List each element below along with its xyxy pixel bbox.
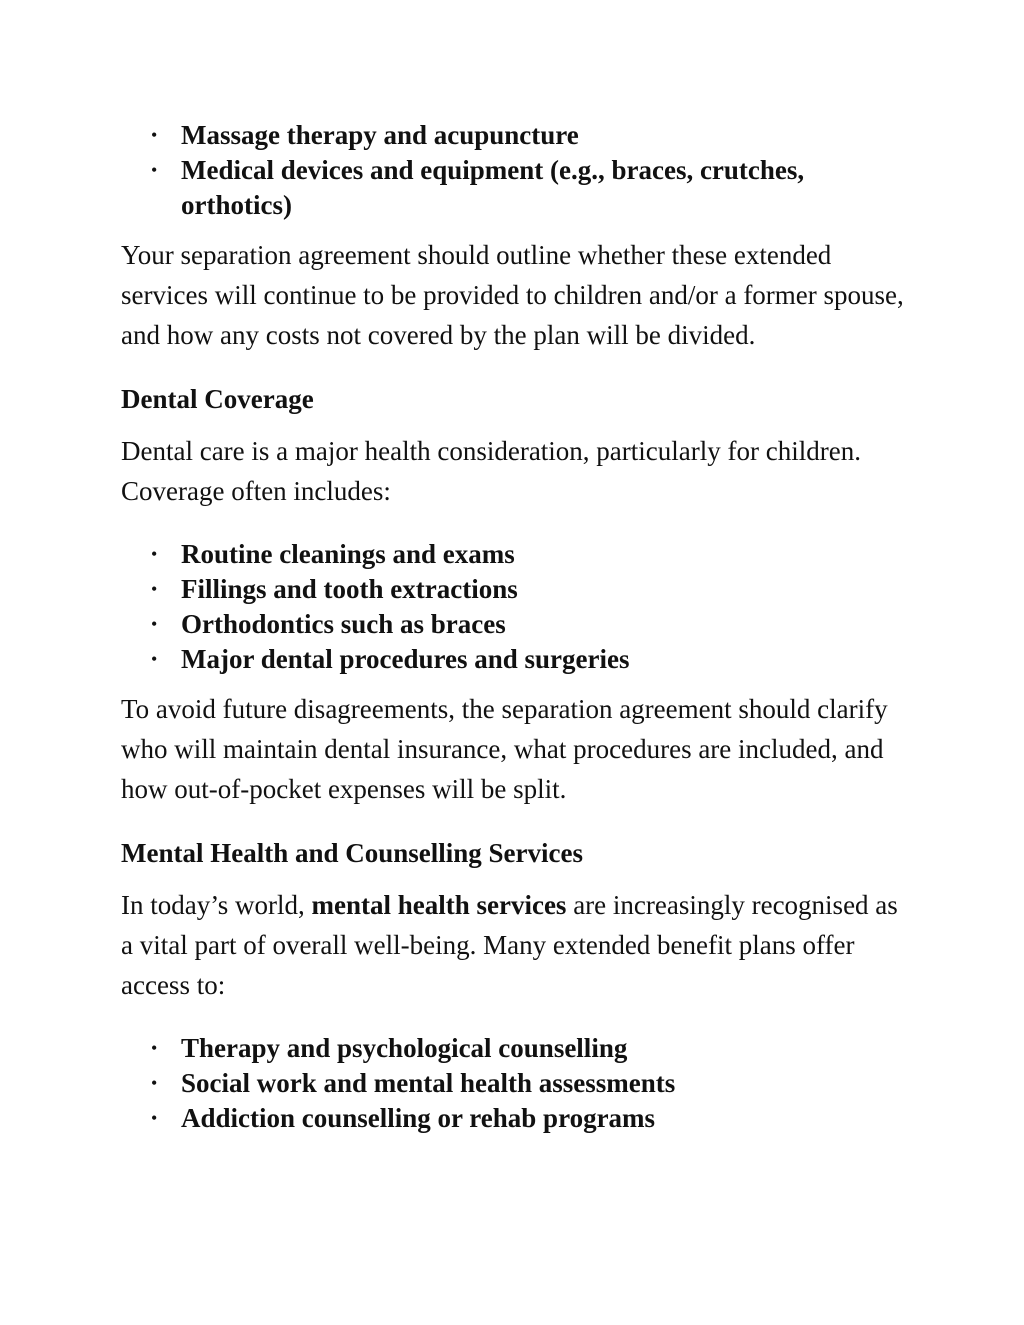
list-item: • Routine cleanings and exams <box>121 537 911 572</box>
mental-health-heading: Mental Health and Counselling Services <box>121 838 584 868</box>
list-item: • Medical devices and equipment (e.g., braces, crutches, orthotics) <box>151 155 805 220</box>
services-bullet-list <box>121 118 911 223</box>
mental-health-intro-paragraph: In today’s world, mental health services are increasingly recognised as a vital part of overall well-being. Many extended benefit plans offer access to: <box>121 890 898 1000</box>
dental-agreement-paragraph: To avoid future disagreements, the separation agreement should clarify who will maintain dental insurance, what procedures are included, and how out-of-pocket expenses will be split. <box>121 694 888 804</box>
bullet-icon: • <box>151 579 158 599</box>
bullet-icon: • <box>151 125 158 145</box>
list-item: • Therapy and psychological counselling <box>121 1031 911 1066</box>
list-item: • Addiction counselling or rehab programs <box>121 1101 911 1136</box>
list-item: • Fillings and tooth extractions <box>121 572 911 607</box>
bullet-icon: • <box>151 160 158 180</box>
dental-intro-paragraph: Dental care is a major health consideration, particularly for children. Coverage often includes: <box>121 436 861 506</box>
dental-coverage-heading: Dental Coverage <box>121 384 314 414</box>
mental-health-services-emphasis: mental health services <box>311 890 567 920</box>
document-page <box>121 118 911 1136</box>
list-item: • Major dental procedures and surgeries <box>121 642 911 677</box>
bullet-icon: • <box>151 1073 158 1093</box>
mental-health-bullet-list <box>121 1031 911 1136</box>
list-item: • Social work and mental health assessments <box>121 1066 911 1101</box>
bullet-icon: • <box>151 1108 158 1128</box>
list-item: • Massage therapy and acupuncture <box>121 118 911 153</box>
list-item: • Orthodontics such as braces <box>121 607 911 642</box>
bullet-icon: • <box>151 1038 158 1058</box>
dental-bullet-list <box>121 537 911 677</box>
bullet-icon: • <box>151 544 158 564</box>
bullet-icon: • <box>151 649 158 669</box>
bullet-icon: • <box>151 614 158 634</box>
extended-services-paragraph: Your separation agreement should outline whether these extended services will continue to be provided to children and/or a former spouse, and how any costs not covered by the plan will be divided. <box>121 240 904 350</box>
